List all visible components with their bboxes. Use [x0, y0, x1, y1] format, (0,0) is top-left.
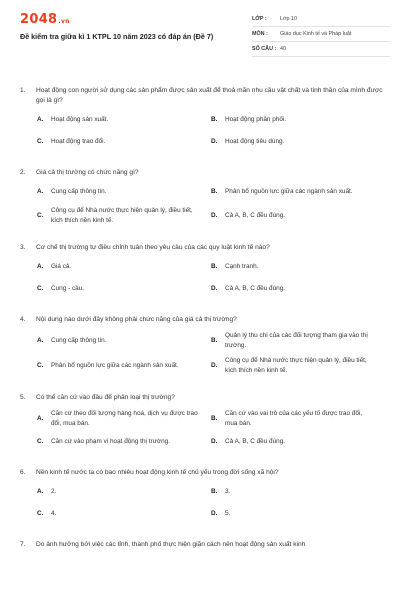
answer-option[interactable] [37, 331, 211, 350]
answer-option[interactable] [37, 506, 211, 522]
logo-main: 2048 [20, 12, 58, 27]
option-text: Hoạt động trao đổi. [51, 138, 106, 146]
answer-option[interactable] [211, 184, 385, 200]
option-letter: D. [211, 361, 218, 369]
question-text-row [20, 315, 385, 325]
answer-option[interactable] [37, 206, 211, 225]
question-number: 7. [20, 541, 26, 548]
answer-option[interactable] [37, 134, 211, 150]
option-text: 5. [225, 510, 231, 518]
question-text-row [20, 168, 385, 178]
option-text: Căn cứ theo đối tượng hàng hoá, dịch vụ được trao đổi, mua bán. [51, 410, 198, 427]
option-text: Căn cứ vào vai trò của các yếu tố được trao đổi, mua bán. [225, 410, 363, 427]
info-label: LỚP : [252, 16, 267, 22]
answer-option[interactable] [37, 259, 211, 275]
option-text: Hoạt động tiêu dùng. [225, 138, 285, 146]
answer-option[interactable] [37, 409, 211, 428]
logo-suffix: .vn [58, 18, 70, 25]
option-text: Cả A, B, C đều đúng. [225, 438, 286, 446]
info-value: Lớp 10 [280, 16, 298, 22]
option-letter: D. [211, 510, 218, 518]
option-text: 4. [51, 510, 57, 518]
question-text-row [20, 540, 385, 550]
answer-option[interactable] [211, 331, 385, 350]
option-text: Cung cấp thông tin. [51, 336, 107, 344]
option-letter: B. [211, 188, 218, 196]
option-text: Căn cứ vào phạm vi hoạt động thị trường. [51, 438, 170, 446]
answer-option[interactable] [37, 484, 211, 500]
question-text-row [20, 393, 385, 403]
answer-option[interactable] [211, 409, 385, 428]
option-letter: B. [211, 488, 218, 496]
option-text: Phân bổ nguồn lực giữa các ngành sản xuất. [225, 188, 353, 196]
answer-options [20, 112, 385, 156]
question-number: 4. [20, 316, 26, 323]
answer-option[interactable] [37, 184, 211, 200]
option-text: Công cụ để Nhà nước thực hiện quản lý, điều tiết, kích thích nền kinh tế. [51, 207, 193, 224]
question-item [20, 468, 385, 528]
question-number: 3. [20, 244, 26, 251]
question-text: Giá cả thị trường có chức năng gì? [36, 169, 139, 176]
question-text-row [20, 86, 385, 106]
option-text: Giá cả. [51, 263, 72, 271]
answer-option[interactable] [37, 434, 211, 450]
answer-options [20, 259, 385, 303]
answer-option[interactable] [211, 206, 385, 225]
answer-option[interactable] [211, 281, 385, 297]
info-row-class [252, 12, 390, 27]
question-number: 6. [20, 469, 26, 476]
info-value: Giáo dục Kinh tế và Pháp luật [280, 31, 352, 37]
option-letter: B. [211, 336, 218, 344]
question-item [20, 86, 385, 156]
option-letter: C. [37, 510, 44, 518]
option-letter: D. [211, 438, 218, 446]
question-text-row [20, 243, 385, 253]
answer-option[interactable] [211, 112, 385, 128]
question-number: 5. [20, 394, 26, 401]
question-number: 1. [20, 87, 26, 94]
answer-options [20, 184, 385, 231]
answer-options [20, 331, 385, 381]
answer-options [20, 484, 385, 528]
option-letter: A. [37, 488, 44, 496]
answer-option[interactable] [211, 134, 385, 150]
option-letter: A. [37, 414, 44, 422]
question-text-row [20, 468, 385, 478]
option-letter: D. [211, 138, 218, 146]
info-value: 40 [280, 46, 286, 52]
option-text: Cung - cầu. [51, 285, 85, 293]
option-letter: D. [211, 285, 218, 293]
question-item [20, 315, 385, 381]
option-letter: B. [211, 116, 218, 124]
option-letter: C. [37, 211, 44, 219]
option-letter: A. [37, 116, 44, 124]
info-label: SỐ CÂU : [252, 46, 277, 52]
option-letter: B. [211, 414, 218, 422]
question-item [20, 168, 385, 231]
exam-header [20, 10, 390, 66]
option-letter: B. [211, 263, 218, 271]
answer-option[interactable] [37, 112, 211, 128]
option-letter: A. [37, 188, 44, 196]
option-letter: C. [37, 438, 44, 446]
question-text: Có thể căn cứ vào đâu để phân loại thị trường? [36, 394, 175, 401]
question-text: Nền kinh tế nước ta có bao nhiêu hoạt động kinh tế chủ yếu trong đời sống xã hội? [36, 469, 279, 476]
option-text: Cạnh tranh. [225, 263, 259, 271]
option-text: Hoạt động phân phối. [225, 116, 287, 124]
question-text: Nội dung nào dưới đây không phải chức năng của giá cả thị trường? [36, 316, 237, 323]
exam-info-table [252, 12, 390, 57]
option-letter: D. [211, 211, 218, 219]
option-text: Cả A, B, C đều đúng. [225, 285, 286, 293]
option-letter: C. [37, 361, 44, 369]
question-text: Cơ chế thị trường tự điều chỉnh tuân theo yêu cầu của các quy luật kinh tế nào? [36, 244, 270, 251]
option-text: Hoạt động sản xuất. [51, 116, 109, 124]
option-letter: C. [37, 285, 44, 293]
option-text: Cung cấp thông tin. [51, 188, 107, 196]
answer-option[interactable] [211, 506, 385, 522]
question-list [20, 86, 385, 562]
option-letter: A. [37, 336, 44, 344]
question-item [20, 243, 385, 303]
option-text: Quản lý thu chi của các đối tượng tham gia vào thị trường. [225, 332, 368, 349]
question-item [20, 540, 385, 550]
info-label: MÔN : [252, 31, 268, 37]
option-text: Cả A, B, C đều đúng. [225, 211, 286, 219]
option-letter: A. [37, 263, 44, 271]
option-letter: C. [37, 138, 44, 146]
option-text: 3. [225, 488, 231, 496]
exam-title: Đề kiểm tra giữa kì 1 KTPL 10 năm 2023 có đáp án (Đề 7) [20, 32, 214, 41]
answer-option[interactable] [211, 356, 385, 375]
answer-option[interactable] [211, 434, 385, 450]
option-text: Công cụ để Nhà nước thực hiện quản lý, điều tiết, kích thích nền kinh tế. [225, 357, 367, 374]
question-number: 2. [20, 169, 26, 176]
option-text: 2. [51, 488, 57, 496]
answer-option[interactable] [211, 259, 385, 275]
answer-option[interactable] [37, 356, 211, 375]
option-text: Phân bổ nguồn lực giữa các ngành sản xuất. [51, 361, 179, 369]
answer-option[interactable] [37, 281, 211, 297]
info-row-subject [252, 27, 390, 42]
question-item [20, 393, 385, 456]
answer-options [20, 409, 385, 456]
info-row-count [252, 42, 390, 57]
question-text: Do ảnh hưởng bởi việc các tỉnh, thành phố thực hiện giãn cách nên hoạt động sản xuất kinh [36, 541, 306, 548]
site-logo[interactable] [20, 12, 70, 27]
question-text: Hoạt động con người sử dụng các sản phẩm được sản xuất để thoả mãn nhu cầu vật chất và tinh thần của mình được gọi là gì? [36, 87, 383, 104]
answer-option[interactable] [211, 484, 385, 500]
